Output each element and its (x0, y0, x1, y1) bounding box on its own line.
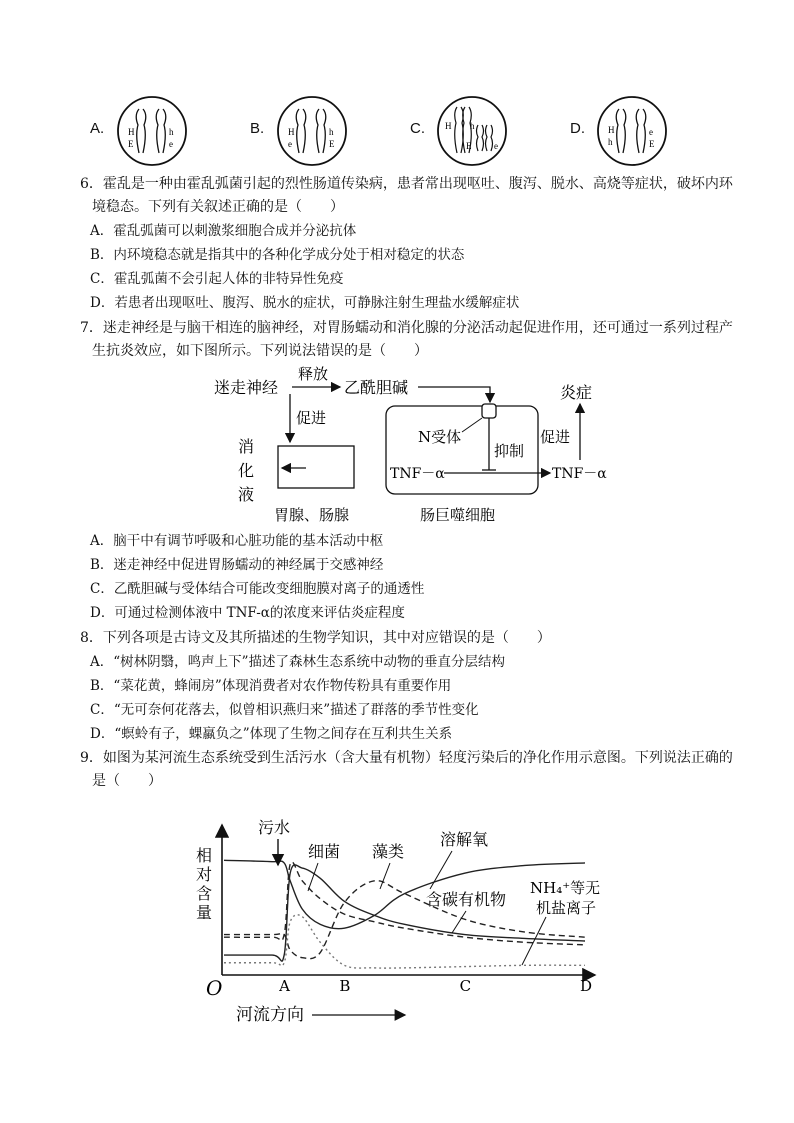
allele-label: e (169, 139, 173, 149)
allele-label: H (608, 125, 615, 135)
q8-option-b[interactable]: B．“菜花黄，蜂闹房”体现消费者对农作物传粉具有重要作用 (90, 678, 452, 694)
gland-caption: 胃腺、肠腺 (274, 506, 350, 524)
organic-carbon-pointer (452, 911, 466, 933)
nh4-pointer (522, 917, 546, 965)
allele-label: h (329, 127, 334, 137)
macrophage-caption: 肠巨噬细胞 (420, 506, 496, 524)
cell-diagram-b (272, 95, 352, 175)
q8-stem: 8．下列各项是古诗文及其所描述的生物学知识，其中对应错误的是（ ） (80, 630, 551, 646)
n-receptor-label: N受体 (418, 428, 462, 446)
q6-stem-line1: 6．霍乱是一种由霍乱弧菌引起的烈性肠道传染病，患者常出现呕吐、腹泻、脱水、高烧等症状，破坏内环 (80, 176, 733, 192)
gland-box (278, 446, 354, 488)
promote-left-label: 促进 (296, 409, 327, 427)
q7-option-b[interactable]: B．迷走神经中促进胃肠蠕动的神经属于交感神经 (90, 557, 384, 573)
allele-label: E (128, 139, 134, 149)
chromosome-left (616, 109, 626, 153)
origin-label: O (206, 976, 223, 1000)
q6-option-b[interactable]: B．内环境稳态就是指其中的各种化学成分处于相对稳定的状态 (90, 247, 465, 263)
vagus-nerve-label: 迷走神经 (214, 378, 279, 397)
q9-stem-line2: 是（ ） (92, 773, 162, 789)
allele-label: e (649, 127, 653, 137)
allele-label: H (128, 127, 135, 137)
annotation-bacteria: 细菌 (308, 842, 341, 861)
q7-option-a[interactable]: A．脑干中有调节呼吸和心脏功能的基本活动中枢 (90, 533, 384, 549)
option-letter: C. (410, 120, 425, 137)
q9-stem-line1: 9．如图为某河流生态系统受到生活污水（含大量有机物）轻度污染后的净化作用示意图。下列说法正确的 (80, 750, 733, 766)
bacteria-pointer (308, 863, 318, 891)
q7-stem-line2: 生抗炎效应，如下图所示。下列说法错误的是（ ） (92, 343, 428, 359)
q7-stem-line1: 7．迷走神经是与脑干相连的脑神经，对胃肠蠕动和消化腺的分泌活动起促进作用，还可通过一系列过程产 (80, 320, 733, 336)
acetylcholine-label: 乙酰胆碱 (344, 378, 409, 397)
n-receptor-icon (482, 404, 496, 418)
allele-label: E (649, 139, 655, 149)
inhibit-label: 抑制 (494, 442, 525, 460)
allele-label: E (466, 141, 472, 151)
release-label: 释放 (298, 365, 329, 383)
chromosome-right (156, 109, 166, 153)
x-tick-a: A (279, 977, 291, 995)
q6-option-d[interactable]: D．若患者出现呕吐、腹泻、脱水的症状，可静脉注射生理盐水缓解症状 (90, 295, 520, 311)
option-letter: A. (90, 120, 105, 137)
chromosome-left (296, 109, 306, 153)
x-tick-c: C (459, 977, 472, 995)
y-axis-label: 相对含量 (196, 846, 213, 922)
river-purification-chart (190, 805, 610, 1035)
q5-option-c[interactable] (410, 95, 530, 175)
oxygen-pointer (430, 851, 452, 889)
option-letter: D. (570, 120, 585, 137)
annotation-sewage: 污水 (258, 818, 291, 837)
series-line-inorganic-ions (224, 915, 585, 968)
q8-option-a[interactable]: A．“树林阴翳，鸣声上下”描述了森林生态系统中动物的垂直分层结构 (90, 654, 506, 670)
tnf-inner-label: TNF－α (390, 466, 445, 482)
cell-diagram-c (432, 95, 512, 175)
chromosome-left (136, 109, 146, 153)
q5-option-d[interactable] (570, 95, 690, 175)
q6-option-a[interactable]: A．霍乱弧菌可以刺激浆细胞合成并分泌抗体 (90, 223, 357, 239)
digestive-juice-label-1: 消 (238, 437, 255, 456)
tnf-outer-label: TNF－α (552, 466, 607, 482)
allele-label: E (329, 139, 335, 149)
chromosome-pair-short (477, 125, 493, 151)
allele-label: h (608, 137, 613, 147)
q7-option-d[interactable]: D．可通过检测体液中 TNF-α的浓度来评估炎症程度 (90, 605, 405, 621)
annotation-oxygen: 溶解氧 (440, 830, 489, 849)
q6-stem-line2: 境稳态。下列有关叙述正确的是（ ） (92, 199, 344, 215)
allele-label: e (494, 141, 498, 151)
receptor-pointer (462, 418, 482, 432)
annotation-organic-carbon: 含碳有机物 (426, 890, 507, 909)
digestive-juice-label-3: 液 (238, 485, 255, 504)
q6-option-c[interactable]: C．霍乱弧菌不会引起人体的非特异性免疫 (90, 271, 344, 287)
annotation-algae: 藻类 (372, 842, 405, 861)
allele-label: h (470, 121, 475, 131)
allele-label: e (288, 139, 292, 149)
annotation-nh4-line1: NH₄⁺等无 (530, 879, 601, 897)
cell-diagram-a (112, 95, 192, 175)
chromosome-right (316, 109, 326, 153)
x-tick-d: D (580, 977, 593, 995)
allele-label: H (288, 127, 295, 137)
chart-series (224, 860, 585, 968)
ach-arrow (418, 387, 490, 402)
cell-diagram-d (592, 95, 672, 175)
vagus-nerve-diagram (200, 360, 620, 530)
x-tick-labels (278, 977, 592, 995)
q8-option-c[interactable]: C．“无可奈何花落去，似曾相识燕归来”描述了群落的季节性变化 (90, 702, 479, 718)
option-letter: B. (250, 120, 265, 137)
x-tick-b: B (339, 977, 351, 995)
chromosome-right (636, 109, 646, 153)
inflammation-label: 炎症 (560, 383, 593, 402)
allele-label: h (169, 127, 174, 137)
promote-right-label: 促进 (540, 428, 571, 446)
q5-option-b[interactable] (250, 95, 370, 175)
q7-option-c[interactable]: C．乙酰胆碱与受体结合可能改变细胞膜对离子的通透性 (90, 581, 425, 597)
digestive-juice-label-2: 化 (238, 461, 255, 480)
annotation-nh4-line2: 机盐离子 (536, 899, 597, 917)
q5-option-a[interactable] (90, 95, 210, 175)
allele-label: H (445, 121, 452, 131)
q8-option-d[interactable]: D．“螟蛉有子，蜾蠃负之”体现了生物之间存在互利共生关系 (90, 726, 453, 742)
x-axis-label: 河流方向 (236, 1005, 304, 1025)
